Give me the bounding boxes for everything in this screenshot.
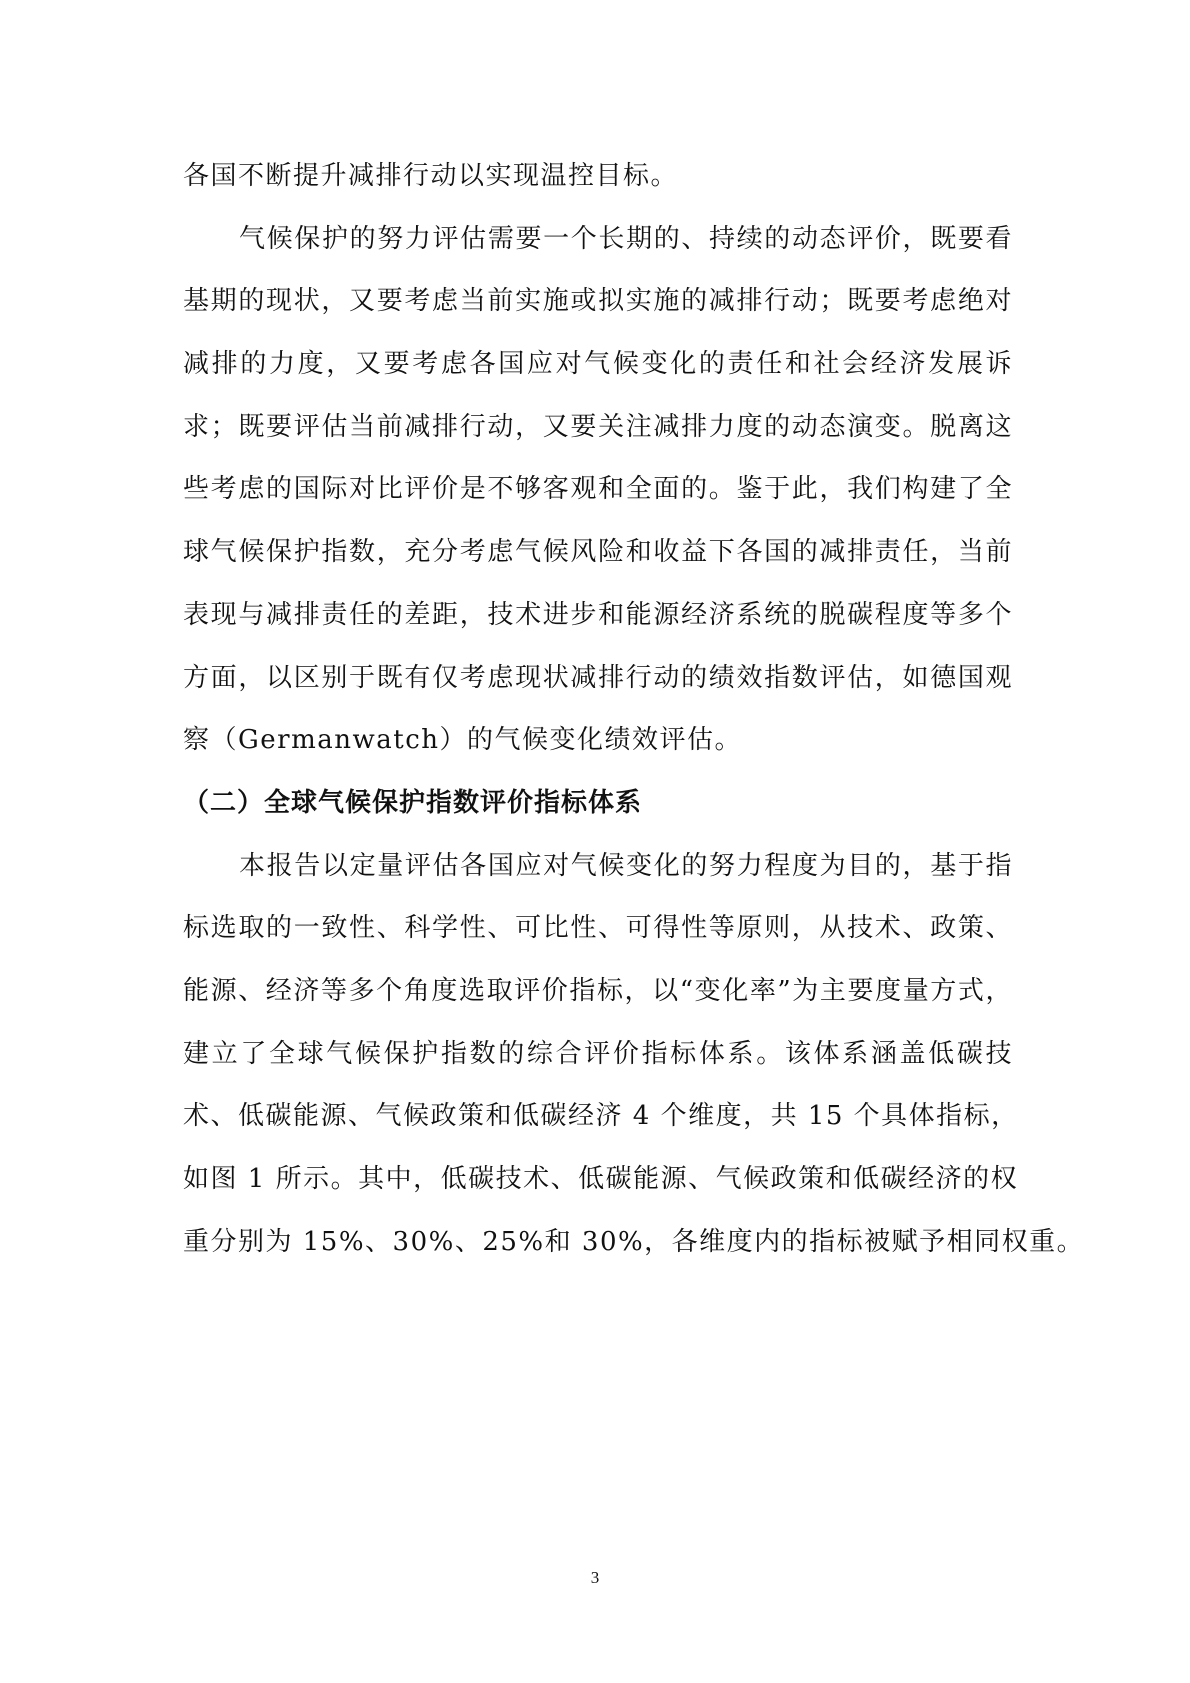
text-line: 求；既要评估当前减排行动，又要关注减排力度的动态演变。脱离这 bbox=[183, 411, 1013, 442]
text-line: 标选取的一致性、科学性、可比性、可得性等原则，从技术、政策、 bbox=[183, 913, 1013, 944]
text-line: 些考虑的国际对比评价是不够客观和全面的。鉴于此，我们构建了全 bbox=[183, 474, 1013, 505]
text-line: 球气候保护指数，充分考虑气候风险和收益下各国的减排责任，当前 bbox=[183, 537, 1013, 568]
text-line: 基期的现状，又要考虑当前实施或拟实施的减排行动；既要考虑绝对 bbox=[183, 286, 1013, 317]
text-line: 表现与减排责任的差距，技术进步和能源经济系统的脱碳程度等多个 bbox=[183, 599, 1013, 630]
text-line: 如图 1 所示。其中，低碳技术、低碳能源、气候政策和低碳经济的权 bbox=[183, 1164, 1019, 1194]
text-line: 减排的力度，又要考虑各国应对气候变化的责任和社会经济发展诉 bbox=[183, 349, 1013, 380]
text-line: 各国不断提升减排行动以实现温控目标。 bbox=[183, 161, 679, 191]
text-line: 本报告以定量评估各国应对气候变化的努力程度为目的，基于指 bbox=[239, 850, 1013, 881]
text-line: 能源、经济等多个角度选取评价指标，以“变化率”为主要度量方式， bbox=[183, 975, 1013, 1006]
text-line: 气候保护的努力评估需要一个长期的、持续的动态评价，既要看 bbox=[239, 223, 1013, 254]
text-line: 术、低碳能源、气候政策和低碳经济 4 个维度，共 15 个具体指标， bbox=[183, 1101, 1019, 1132]
page-number: 3 bbox=[590, 1568, 600, 1587]
page-body bbox=[183, 145, 1085, 1273]
text-line: 重分别为 15%、30%、25%和 30%，各维度内的指标被赋予相同权重。 bbox=[183, 1226, 1085, 1257]
section-heading: （二）全球气候保护指数评价指标体系 bbox=[183, 787, 643, 818]
paragraph-index-system bbox=[183, 835, 1085, 1274]
text-line: 建立了全球气候保护指数的综合评价指标体系。该体系涵盖低碳技 bbox=[183, 1038, 1013, 1069]
text-line: 察（Germanwatch）的气候变化绩效评估。 bbox=[183, 725, 742, 756]
paragraph-continuation bbox=[183, 145, 1013, 208]
text-line: 方面，以区别于既有仅考虑现状减排行动的绩效指数评估，如德国观 bbox=[183, 662, 1013, 693]
paragraph-assessment bbox=[183, 208, 1013, 772]
